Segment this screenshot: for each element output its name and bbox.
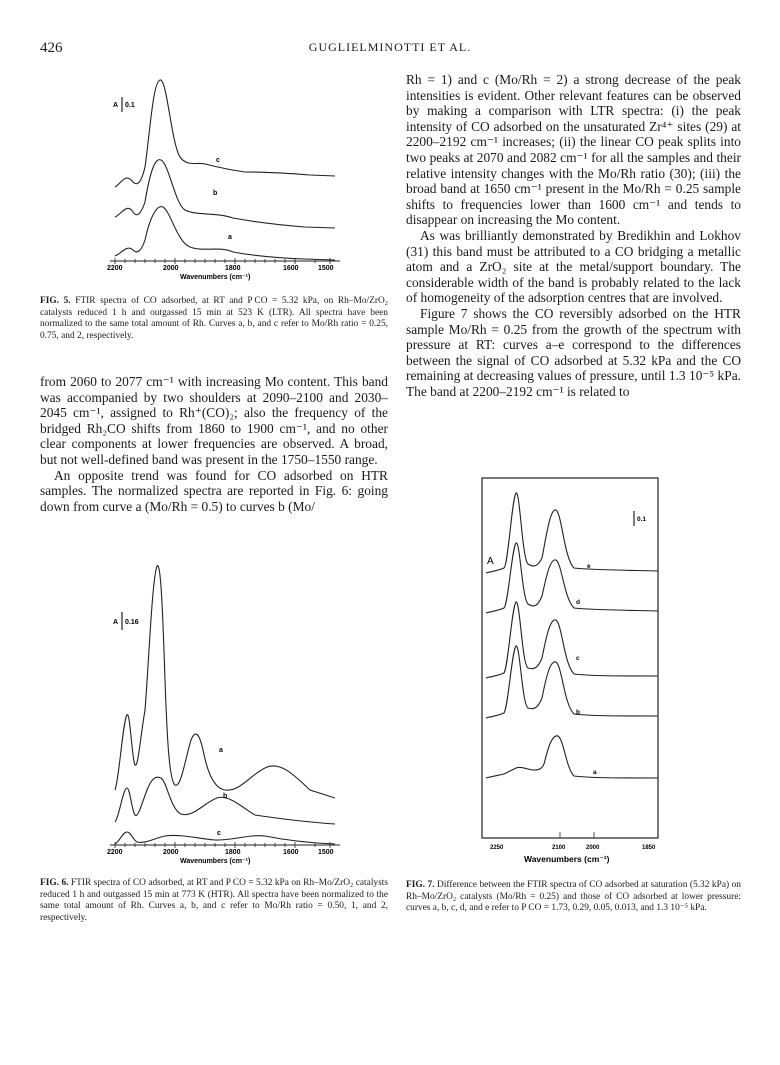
fig7-tick-2100: 2100 xyxy=(552,845,566,851)
fig6-curve-c xyxy=(115,832,335,844)
fig7-caption-label: FIG. 7. xyxy=(406,880,435,890)
fig5-caption-text: FTIR spectra of CO adsorbed, at RT and P CO = 5.32 kPa, on Rh–Mo/ZrO₂ catalysts reduced 1 h and outgassed 15 min at 523 K (LTR). All spectra have been normalized to the same total amount of Rh. Curves a, b, and c refer to Mo/Rh ratio = 0.25, 0.75, and 2, respectively. xyxy=(40,296,389,341)
fig5-scale-a: A xyxy=(113,102,119,109)
fig6-tick-2200: 2200 xyxy=(107,849,123,856)
fig7-caption-text: Difference between the FTIR spectra of CO adsorbed at saturation (5.32 kPa) on Rh–Mo/ZrO₂ catalysts (Mo/Rh = 0.25) and those of CO adsorbed at lower pressure: curves a, b, c, d, and e refer to P CO = 1.73, 0.29, 0.05, 0.013, and 1.3 10⁻⁵ kPa. xyxy=(406,880,741,914)
fig5-caption-label: FIG. 5. xyxy=(40,296,71,306)
left-paragraph-2: An opposite trend was found for CO adsorbed on HTR samples. The normalized spectra are reported in Fig. 6: going down from curve a (Mo/Rh = 0.5) to curves b (Mo/ xyxy=(40,467,388,514)
fig6-tick-1500: 1500 xyxy=(318,849,334,856)
fig6-curve-label-b: b xyxy=(223,793,228,800)
page-number: 426 xyxy=(40,40,63,56)
fig7-curve-label-a: a xyxy=(593,769,597,776)
fig7-plot xyxy=(482,478,662,868)
fig7-axis-label: Wavenumbers (cm⁻¹) xyxy=(524,854,610,864)
fig7-scale-label: 0.1 xyxy=(637,516,647,523)
fig6-curve-label-a: a xyxy=(219,747,223,754)
fig7-curve-label-e: e xyxy=(587,563,591,570)
fig6-plot xyxy=(105,560,365,865)
fig6-tick-1800: 1800 xyxy=(225,849,241,856)
fig7-frame xyxy=(482,478,658,838)
fig7-curve-d xyxy=(486,543,658,613)
left-column-text xyxy=(40,374,388,514)
fig5-scale-bar xyxy=(113,97,135,112)
fig5-axis-label: Wavenumbers (cm⁻¹) xyxy=(180,274,251,281)
fig6-curve-b xyxy=(115,777,335,824)
fig5-curve-label-a: a xyxy=(228,234,232,241)
fig6-caption xyxy=(40,878,388,924)
fig6-curve-a xyxy=(115,566,335,798)
running-head: GUGLIELMINOTTI ET AL. xyxy=(308,40,472,54)
fig5-scale-label: 0.1 xyxy=(125,102,135,109)
fig6-scale-label: 0.16 xyxy=(125,619,139,626)
fig7-tick-1850: 1850 xyxy=(642,845,656,851)
fig7-curve-label-d: d xyxy=(576,599,580,606)
fig7-tick-2250: 2250 xyxy=(490,845,504,851)
fig5-curve-c xyxy=(115,80,335,187)
fig7-tick-2000: 2000 xyxy=(586,845,600,851)
fig5-tick-1800: 1800 xyxy=(225,265,241,272)
fig7-curve-label-b: b xyxy=(576,709,580,716)
fig5-curve-label-c: c xyxy=(216,157,220,164)
fig6-scale-a: A xyxy=(113,619,119,626)
fig7-panel-label: A xyxy=(487,556,494,567)
fig6-caption-text: FTIR spectra of CO adsorbed, at RT and P CO = 5.32 kPa on Rh–Mo/ZrO₂ catalysts reduced 1 h and outgassed 15 min at 773 K (HTR). All spectra have been normalized to the same total amount of Rh. Curves a, b, and c refer to Mo/Rh ratio = 0.50, 1, and 2, respectively. xyxy=(40,878,389,923)
fig7-curve-b xyxy=(486,646,658,718)
right-paragraph-2: As was brilliantly demonstrated by Bredikhin and Lokhov (31) this band must be attributed to a CO bridging a metallic atom and a ZrO₂ site at the metal/support boundary. The considerable width of the band is probably related to the lack of homogeneity of the adsorption centres that are involved. xyxy=(406,227,741,306)
fig5-curve-label-b: b xyxy=(213,190,218,197)
left-paragraph-1: from 2060 to 2077 cm⁻¹ with increasing Mo content. This band was accompanied by two shoulders at 2090–2100 and 2030–2045 cm⁻¹, assigned to Rh⁺(CO)₂; also the frequency of the bridged Rh₂CO shifts from 1860 to 1900 cm⁻¹, and no other clear components at lower frequencies are observed. A broad, but not well-defined band was present in the 1750–1550 range. xyxy=(40,374,388,467)
fig6-scale-bar xyxy=(113,612,139,630)
right-paragraph-3: Figure 7 shows the CO reversibly adsorbed on the HTR sample Mo/Rh = 0.25 from the growth of the spectrum with pressure at RT: curves a–e correspond to the differences between the signal of CO adsorbed at 5.32 kPa and the CO remaining at decreasing values of pressure, until 1.3 10⁻⁵ kPa. The band at 2200–2192 cm⁻¹ is related to xyxy=(406,305,741,399)
fig5-curve-a xyxy=(115,207,335,260)
fig7-caption xyxy=(406,880,741,915)
fig6-curve-label-c: c xyxy=(217,830,221,837)
fig7-ticks xyxy=(560,832,594,838)
right-paragraph-1: Rh = 1) and c (Mo/Rh = 2) a strong decrease of the peak intensities is evident. Other relevant features can be observed by making a comparison with LTR spectra: (i) the peak intensity of CO adsorbed on the unsaturated Zr⁴⁺ sites (29) at 2200–2192 cm⁻¹ increases; (ii) the linear CO peak splits into two peaks at 2070 and 2082 cm⁻¹ for all the samples and their relative intensity changes with the Mo/Rh ratio (30); (iii) the broad band at 1650 cm⁻¹ present in the Mo/Rh = 0.25 sample shifts to frequencies lower than 1600 cm⁻¹ and tends to disappear on increasing the Mo content. xyxy=(406,72,741,228)
fig5-tick-1600: 1600 xyxy=(283,265,299,272)
fig7-scale-bar xyxy=(634,511,646,526)
fig5-plot xyxy=(105,72,365,282)
fig6-caption-label: FIG. 6. xyxy=(40,878,69,888)
fig5-tick-1500: 1500 xyxy=(318,265,334,272)
fig6-tick-1600: 1600 xyxy=(283,849,299,856)
fig5-caption xyxy=(40,296,388,342)
fig6-tick-2000: 2000 xyxy=(163,849,179,856)
fig5-curve-b xyxy=(115,160,335,228)
fig7-curve-a xyxy=(486,736,658,778)
right-column-text xyxy=(406,72,741,399)
fig5-tick-2000: 2000 xyxy=(163,265,179,272)
fig7-curve-label-c: c xyxy=(576,655,580,662)
fig6-axis-label: Wavenumbers (cm⁻¹) xyxy=(180,858,251,865)
fig5-tick-2200: 2200 xyxy=(107,265,123,272)
